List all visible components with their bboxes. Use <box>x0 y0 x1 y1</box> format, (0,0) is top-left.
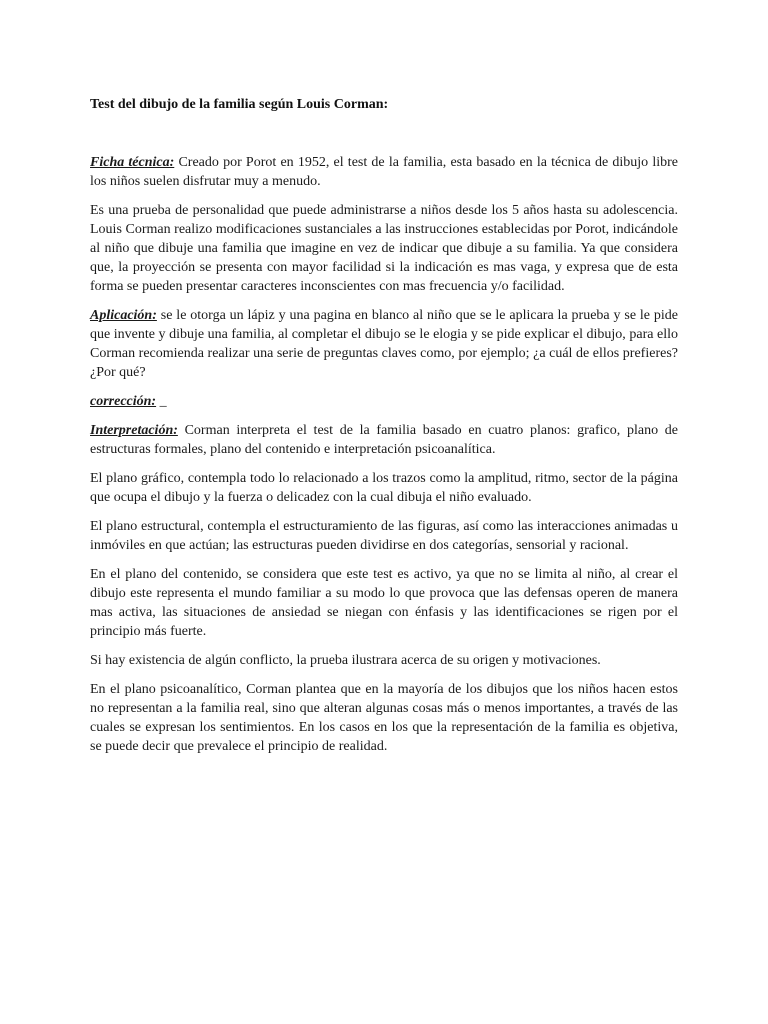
ficha-tecnica-label: Ficha técnica: <box>90 155 175 170</box>
aplicacion-text: se le otorga un lápiz y una pagina en blanco al niño que se le aplicara la prueba y se le pide que invente y dibuje una familia, al completar el dibujo se le elogia y se pide explicar el dibujo, para ello Corman recomienda realizar una serie de preguntas claves como, por ejemplo; ¿a cuál de ellos prefieres? ¿Por qué? <box>90 308 678 380</box>
conflicto-paragraph: Si hay existencia de algún conflicto, la prueba ilustrara acerca de su origen y motivaciones. <box>90 653 601 668</box>
ficha-tecnica-paragraph <box>90 153 678 191</box>
document-body <box>90 95 678 766</box>
plano-estructural-paragraph: El plano estructural, contempla el estructuramiento de las figuras, así como las interacciones animadas u inmóviles en que actúan; las estructuras pueden dividirse en dos categorías, sensorial y racional. <box>90 519 678 553</box>
personalidad-paragraph: Es una prueba de personalidad que puede administrarse a niños desde los 5 años hasta su adolescencia. Louis Corman realizo modificaciones sustanciales a las instrucciones establecidas por Porot, indicándole al niño que dibuje una familia que imagine en vez de indicar que dibuje a su familia. Ya que considera que, la proyección se presenta con mayor facilidad si la indicación es mas vaga, y expresa que de esta forma se pueden presentar caracteres inconscientes con mas frecuencia y/o facilidad. <box>90 203 678 294</box>
correccion-paragraph <box>90 392 678 411</box>
ficha-tecnica-text: Creado por Porot en 1952, el test de la familia, esta basado en la técnica de dibujo libre los niños suelen disfrutar muy a menudo. <box>90 155 678 189</box>
document-title: Test del dibujo de la familia según Louis Corman: <box>90 97 389 112</box>
correccion-text: _ <box>156 394 167 409</box>
plano-psicoanalitico-paragraph: En el plano psicoanalítico, Corman plantea que en la mayoría de los dibujos que los niños hacen estos no representan a la familia real, sino que alteran algunas cosas más o menos importantes, a través de las cuales se expresan los sentimientos. En los casos en los que la representación de la familia es objetiva, se puede decir que prevalece el principio de realidad. <box>90 682 678 754</box>
correccion-label: corrección: <box>90 394 157 409</box>
aplicacion-paragraph <box>90 306 678 382</box>
plano-contenido-paragraph: En el plano del contenido, se considera que este test es activo, ya que no se limita al niño, al crear el dibujo este representa el mundo familiar a su modo lo que provoca que las defensas operen de manera mas activa, las situaciones de ansiedad se niegan con énfasis y las identificaciones se rigen por el principio más fuerte. <box>90 567 678 639</box>
interpretacion-label: Interpretación: <box>90 423 178 438</box>
aplicacion-label: Aplicación: <box>90 308 157 323</box>
plano-grafico-paragraph: El plano gráfico, contempla todo lo relacionado a los trazos como la amplitud, ritmo, sector de la página que ocupa el dibujo y la fuerza o delicadez con la cual dibuja el niño evaluado. <box>90 471 678 505</box>
interpretacion-paragraph <box>90 421 678 459</box>
interpretacion-text: Corman interpreta el test de la familia basado en cuatro planos: grafico, plano de estructuras formales, plano del contenido e interpretación psicoanalítica. <box>90 423 678 457</box>
